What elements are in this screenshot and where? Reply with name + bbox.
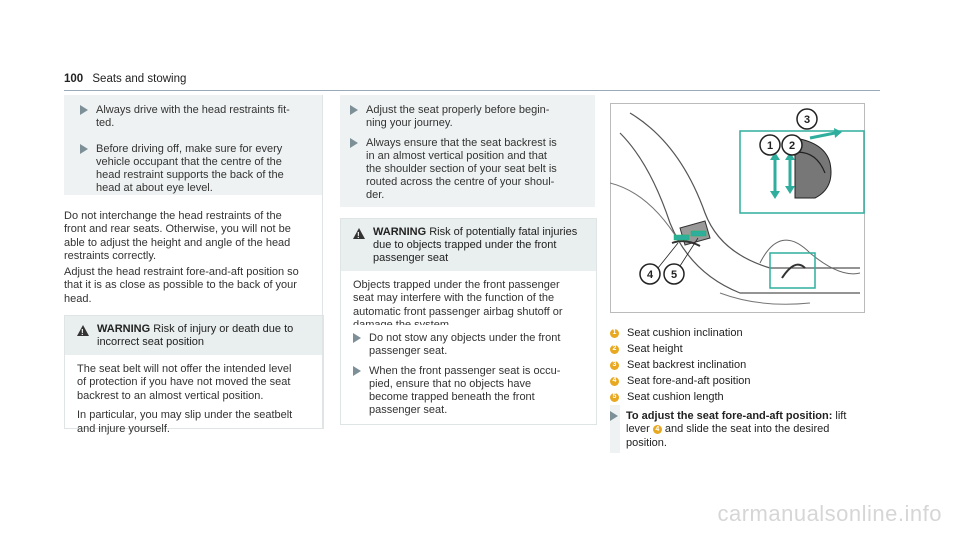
legend-item xyxy=(610,373,751,389)
legend-label: Seat fore-and-aft position xyxy=(627,375,751,387)
warning-label: WARNING xyxy=(97,323,151,335)
legend-badge: 3 xyxy=(610,361,619,370)
legend-label: Seat height xyxy=(627,343,683,355)
legend-item xyxy=(610,357,751,373)
warning-text-1: The seat belt will not offer the intended level of protection if you have not moved the seat backrest to an almost vertical position. xyxy=(77,363,292,402)
warning-body xyxy=(65,355,323,450)
callout-2 xyxy=(782,135,802,155)
page-number: 100 xyxy=(64,73,84,85)
callout-5-label: 5 xyxy=(670,269,678,281)
arrow-icon xyxy=(80,105,88,115)
legend-label: Seat cushion length xyxy=(627,391,724,403)
legend-item xyxy=(610,389,751,405)
column-separator xyxy=(322,95,323,428)
col2-bullet-1: Adjust the seat properly before begin- ning your journey. xyxy=(350,104,590,130)
instruction-text-post: and slide the seat into the desired position. xyxy=(626,423,830,449)
arrow-icon xyxy=(80,144,88,154)
arrow-icon xyxy=(353,366,361,376)
instruction-title: To adjust the seat fore-and-aft position: xyxy=(626,410,833,422)
col1-bullet-1: Always drive with the head restraints fit- ted. xyxy=(80,104,320,130)
warning-bullet-2: When the front passenger seat is occu- pied, ensure that no objects have become trapped beneath the front passenger seat. xyxy=(353,365,588,417)
warning-header xyxy=(65,316,323,355)
warning-text-2: In particular, you may slip under the seatbelt and injure yourself. xyxy=(77,409,293,435)
warning-triangle-icon xyxy=(77,325,89,336)
callout-5 xyxy=(664,264,684,284)
callout-1-label: 1 xyxy=(766,140,774,152)
header-rule xyxy=(64,90,880,91)
arrow-icon xyxy=(353,333,361,343)
col1-warning-box xyxy=(64,315,324,435)
col2-warning-box xyxy=(340,218,597,425)
arrow-icon xyxy=(610,411,618,421)
legend-badge: 5 xyxy=(610,393,619,402)
page-header xyxy=(64,73,186,85)
arrow-icon xyxy=(350,138,358,148)
legend-item xyxy=(610,341,751,357)
warning-title: Risk of potentially fatal injuries due to objects trapped under the front passenger seat xyxy=(373,226,578,264)
legend-label: Seat cushion inclination xyxy=(627,327,743,339)
warning-header xyxy=(341,219,596,271)
section-title: Seats and stowing xyxy=(92,73,187,85)
warning-label: WARNING xyxy=(373,226,427,238)
warning-triangle-icon xyxy=(353,228,365,239)
callout-2-label: 2 xyxy=(788,140,796,152)
col1-paragraph-2: Adjust the head restraint fore-and-aft position so that it is as close as possible to the back of your head. xyxy=(64,266,299,305)
col2-bullet-2: Always ensure that the seat backrest is in an almost vertical position and that the shoulder section of your seat belt is routed across the centre of your shoul- der. xyxy=(350,137,590,202)
legend-label: Seat backrest inclination xyxy=(627,359,747,371)
instruction-ref-badge: 4 xyxy=(653,425,662,434)
col1-bullet-2: Before driving off, make sure for every vehicle occupant that the centre of the head restraint supports the back of the head at about eye level. xyxy=(80,143,320,195)
warning-bullet-1: Do not stow any objects under the front passenger seat. xyxy=(353,332,588,358)
legend-item xyxy=(610,325,751,341)
warning-title: Risk of injury or death due to incorrect seat position xyxy=(97,323,294,348)
col1-paragraph-1: Do not interchange the head restraints of the front and rear seats. Otherwise, you will not be able to adjust the height and angle of the head restraints correctly. xyxy=(64,210,291,263)
legend-badge: 1 xyxy=(610,329,619,338)
callout-3-label: 3 xyxy=(803,114,811,126)
legend-badge: 2 xyxy=(610,345,619,354)
callout-1 xyxy=(760,135,780,155)
watermark: carmanualsonline.info xyxy=(717,501,942,526)
warning-text: Objects trapped under the front passenger seat may interfere with the function of the automatic front passenger airbag shutoff or xyxy=(353,279,563,318)
instruction-text-pre: lift lever xyxy=(626,410,847,436)
seat-controls-figure xyxy=(610,103,865,313)
legend-badge: 4 xyxy=(610,377,619,386)
figure-legend xyxy=(610,325,751,405)
callout-4-label: 4 xyxy=(646,269,654,281)
instruction-step xyxy=(610,410,850,450)
callout-3 xyxy=(797,109,817,129)
callout-4 xyxy=(640,264,660,284)
arrow-icon xyxy=(350,105,358,115)
